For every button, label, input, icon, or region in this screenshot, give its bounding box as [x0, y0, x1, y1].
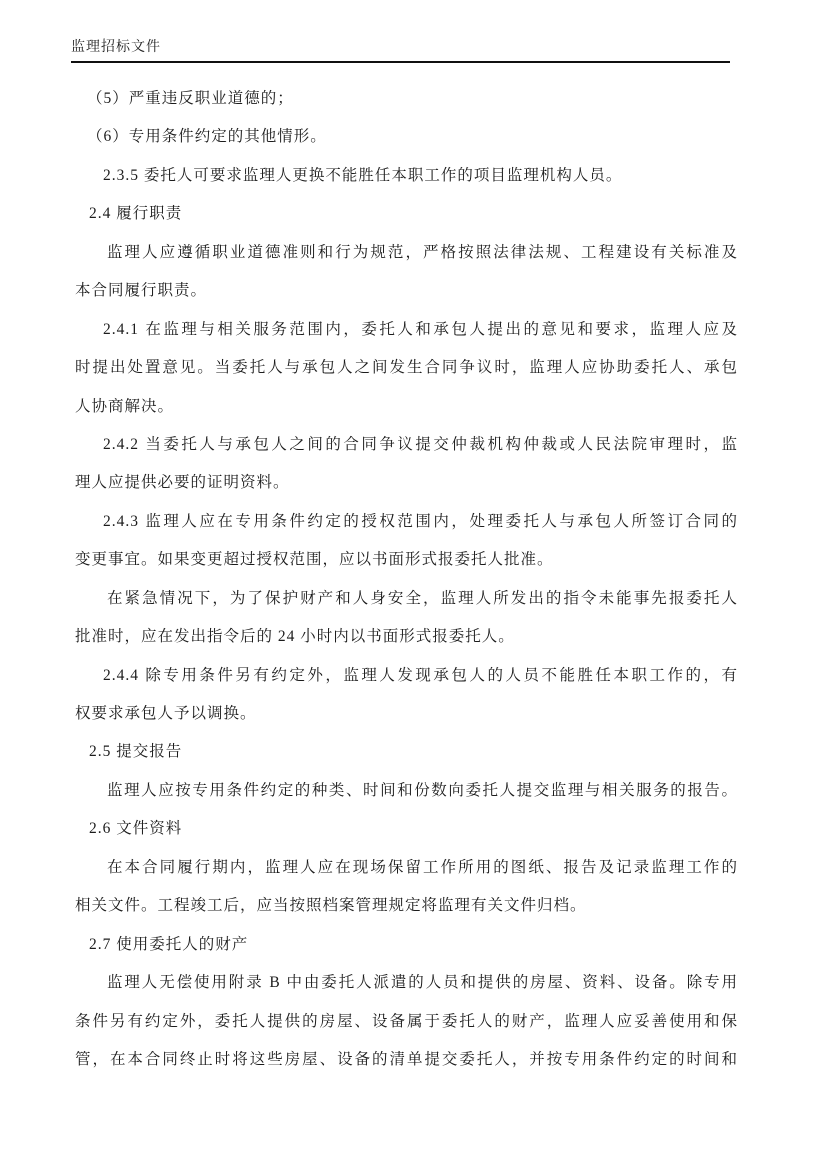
para-line: 监理人应按专用条件约定的种类、时间和份数向委托人提交监理与相关服务的报告。	[107, 781, 738, 799]
clause-2-3-5: 2.3.5 委托人可要求监理人更换不能胜任本职工作的项目监理机构人员。	[103, 166, 623, 184]
para-line: 批准时，应在发出指令后的 24 小时内以书面形式报委托人。	[75, 628, 515, 646]
para-line: 监理人应遵循职业道德准则和行为规范，严格按照法律法规、工程建设有关标准及	[107, 243, 738, 261]
section-heading-2-4: 2.4 履行职责	[89, 205, 183, 223]
para-line: 监理人无偿使用附录 B 中由委托人派遣的人员和提供的房屋、资料、设备。除专用	[107, 974, 738, 992]
para-line: 变更事宜。如果变更超过授权范围，应以书面形式报委托人批准。	[75, 551, 554, 569]
clause-2-4-2: 2.4.2 当委托人与承包人之间的合同争议提交仲裁机构仲裁或人民法院审理时，监	[103, 435, 738, 453]
clause-2-4-3: 2.4.3 监理人应在专用条件约定的授权范围内，处理委托人与承包人所签订合同的	[103, 512, 738, 530]
para-line: 本合同履行职责。	[75, 282, 208, 300]
list-item-5: （5）严重违反职业道德的；	[87, 90, 294, 107]
para-line: 条件另有约定外，委托人提供的房屋、设备属于委托人的财产，监理人应妥善使用和保	[75, 1012, 738, 1030]
section-heading-2-5: 2.5 提交报告	[89, 743, 183, 761]
para-line: 在本合同履行期内，监理人应在现场保留工作所用的图纸、报告及记录监理工作的	[107, 858, 738, 876]
document-body	[75, 80, 738, 1079]
para-line: 管，在本合同终止时将这些房屋、设备的清单提交委托人，并按专用条件约定的时间和	[75, 1050, 738, 1068]
para-line: 人协商解决。	[75, 397, 175, 415]
header-title: 监理招标文件	[71, 40, 161, 55]
clause-2-4-4: 2.4.4 除专用条件另有约定外，监理人发现承包人的人员不能胜任本职工作的，有	[103, 666, 738, 684]
para-line: 相关文件。工程竣工后，应当按照档案管理规定将监理有关文件归档。	[75, 897, 587, 915]
para-line: 权要求承包人予以调换。	[75, 705, 257, 722]
section-heading-2-6: 2.6 文件资料	[89, 820, 183, 838]
para-line: 时提出处置意见。当委托人与承包人之间发生合同争议时，监理人应协助委托人、承包	[75, 359, 738, 377]
para-line: 在紧急情况下，为了保护财产和人身安全，监理人所发出的指令未能事先报委托人	[107, 589, 738, 607]
list-item-6: （6）专用条件约定的其他情形。	[87, 128, 327, 146]
section-heading-2-7: 2.7 使用委托人的财产	[89, 935, 249, 953]
clause-2-4-1: 2.4.1 在监理与相关服务范围内，委托人和承包人提出的意见和要求，监理人应及	[103, 320, 738, 338]
para-line: 理人应提供必要的证明资料。	[75, 474, 290, 492]
page-header	[71, 36, 730, 63]
